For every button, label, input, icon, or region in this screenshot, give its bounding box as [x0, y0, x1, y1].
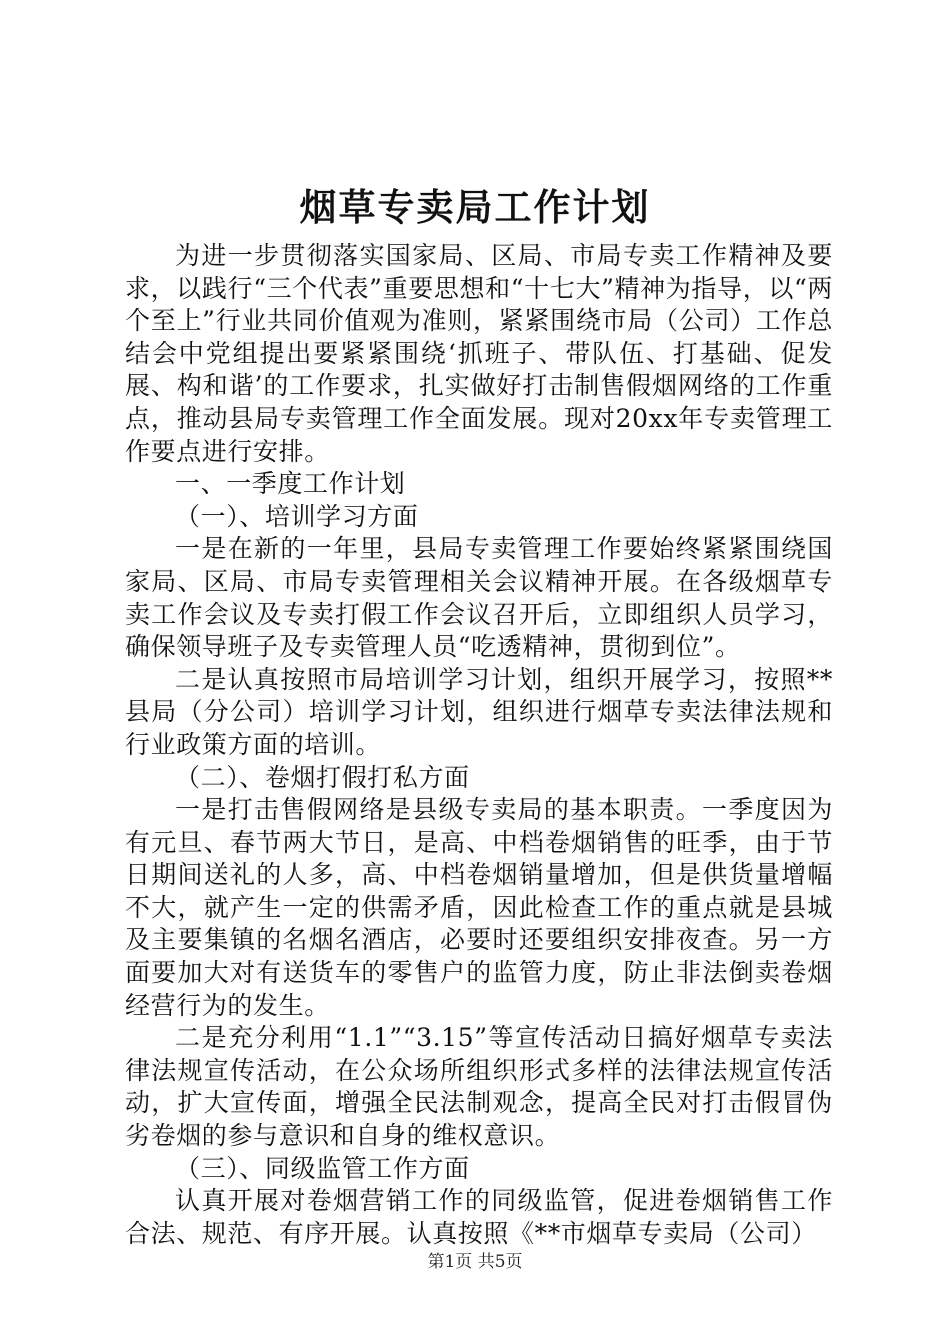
- paragraph-training-1: 一是在新的一年里，县局专卖管理工作要始终紧紧围绕国家局、区局、市局专卖管理相关会议精神开展。在各级烟草专卖工作会议及专卖打假工作会议召开后，立即组织人员学习，确保领导班子及专卖管理人员“吃透精神，贯彻到位”。: [125, 534, 833, 662]
- document-title: 烟草专卖局工作计划: [299, 185, 651, 229]
- document-body: [125, 240, 833, 1250]
- paragraph-training-2: 二是认真按照市局培训学习计划，组织开展学习，按照**县局（分公司）培训学习计划，组织进行烟草专卖法律法规和行业政策方面的培训。: [125, 664, 833, 759]
- intro-paragraph: 为进一步贯彻落实国家局、区局、市局专卖工作精神及要求，以践行“三个代表”重要思想和“十七大”精神为指导，以“两个至上”行业共同价值观为准则，紧紧围绕市局（公司）工作总结会中党组提出要紧紧围绕‘抓班子、带队伍、打基础、促发展、构和谐’的工作要求，扎实做好打击制售假烟网络的工作重点，推动县局专卖管理工作全面发展。现对20xx年专卖管理工作要点进行安排。: [125, 241, 833, 466]
- paragraph-anti-counterfeit-1: 一是打击售假网络是县级专卖局的基本职责。一季度因为有元旦、春节两大节日，是高、中档卷烟销售的旺季，由于节日期间送礼的人多，高、中档卷烟销量增加，但是供货量增幅不大，就产生一定的供需矛盾，因此检查工作的重点就是县城及主要集镇的名烟名酒店，必要时还要组织安排夜查。另一方面要加大对有送货车的零售户的监管力度，防止非法倒卖卷烟经营行为的发生。: [125, 795, 833, 1020]
- subsection-heading-anti-counterfeit: （二）、卷烟打假打私方面: [175, 762, 470, 792]
- paragraph-anti-counterfeit-2: 二是充分利用“1.1”“3.15”等宣传活动日搞好烟草专卖法律法规宣传活动，在公众场所组织形式多样的法律法规宣传活动，扩大宣传面，增强全民法制观念，提高全民对打击假冒伪劣卷烟的参与意识和自身的维权意识。: [125, 1023, 833, 1151]
- page-footer: 第1页 共5页: [427, 1252, 523, 1272]
- paragraph-supervision-1: 认真开展对卷烟营销工作的同级监管，促进卷烟销售工作合法、规范、有序开展。认真按照《**市烟草专卖局（公司）: [125, 1186, 833, 1248]
- subsection-heading-training: （一）、培训学习方面: [175, 501, 419, 531]
- section-heading-q1: 一、一季度工作计划: [175, 469, 406, 499]
- subsection-heading-supervision: （三）、同级监管工作方面: [175, 1153, 470, 1183]
